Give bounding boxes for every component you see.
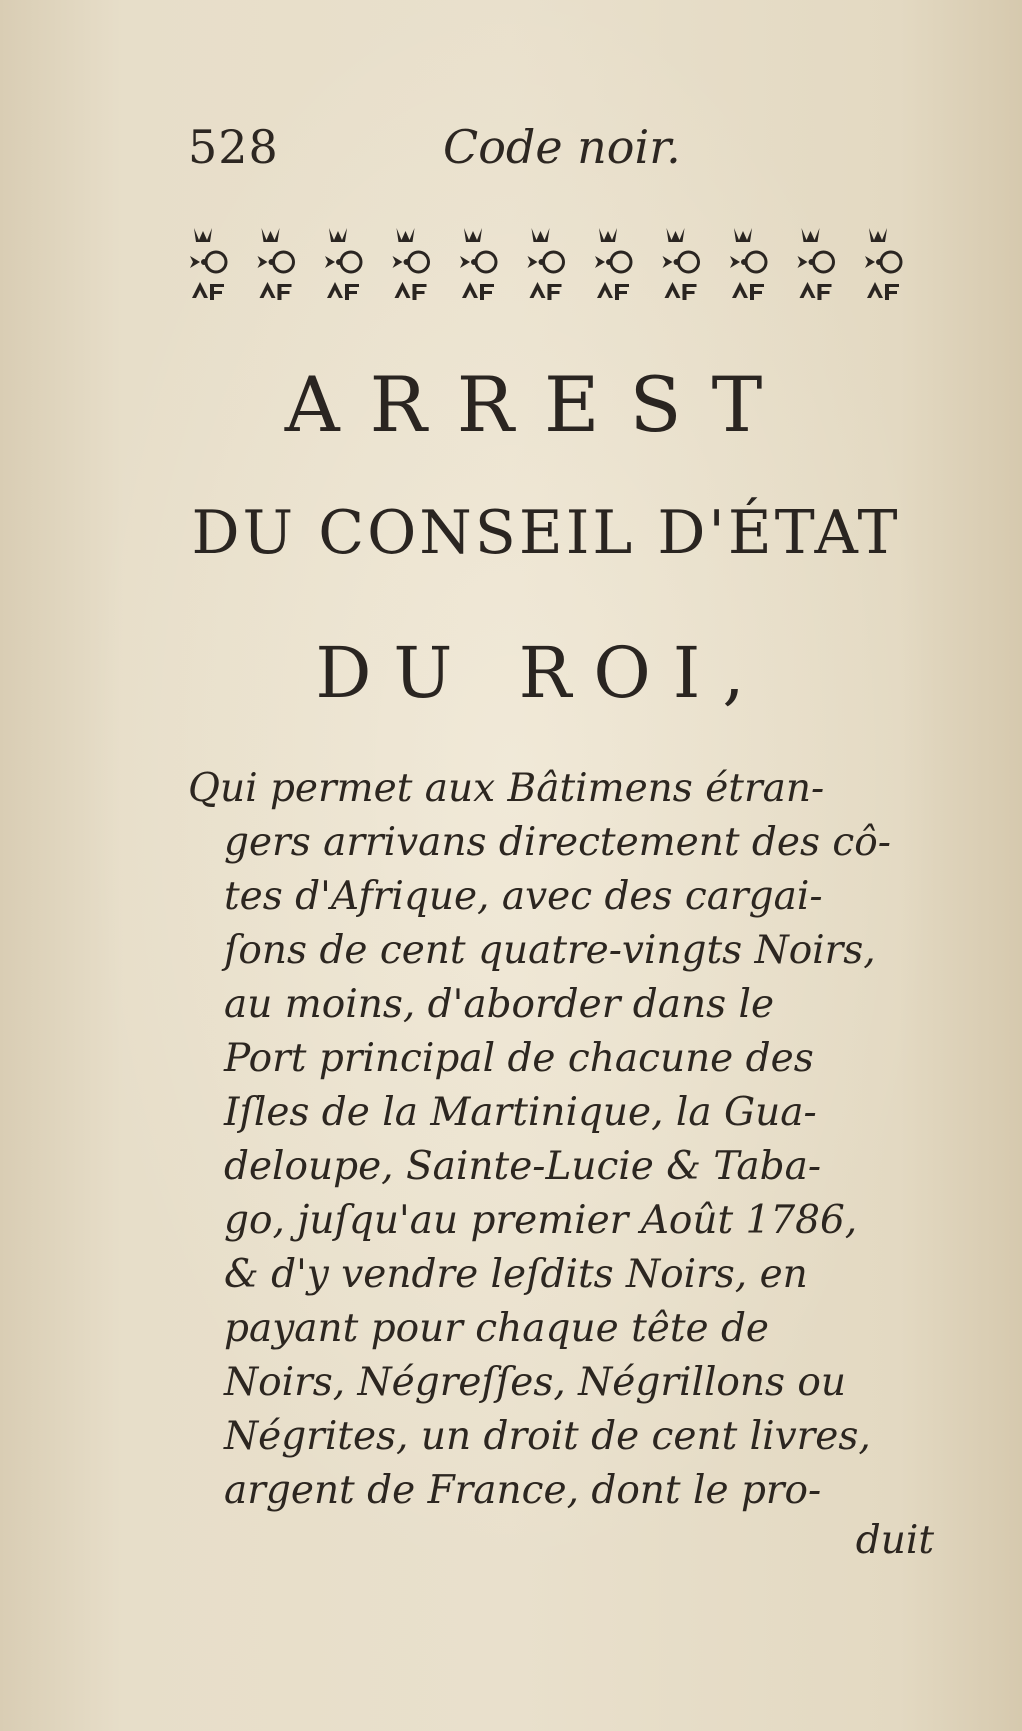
summary-line: argent de France, dont le pro- bbox=[224, 1468, 822, 1513]
summary-line: Iſles de la Martinique, la Gua- bbox=[224, 1090, 817, 1135]
title-du-roi: DU ROI, bbox=[315, 632, 767, 714]
summary-line: tes d'Afrique, avec des cargai- bbox=[224, 874, 823, 919]
summary-line: go, juſqu'au premier Août 1786, bbox=[224, 1198, 858, 1243]
summary-line: Qui permet aux Bâtimens étran- bbox=[188, 766, 825, 811]
summary-line: Négrites, un droit de cent livres, bbox=[224, 1414, 871, 1459]
fleuron-band-icon bbox=[188, 222, 933, 304]
summary-line: Port principal de chacune des bbox=[224, 1036, 814, 1081]
title-conseil-detat: DU CONSEIL D'ÉTAT bbox=[191, 498, 901, 568]
summary-line: deloupe, Sainte-Lucie & Taba- bbox=[224, 1144, 821, 1189]
title-arrest: ARREST bbox=[284, 360, 793, 449]
summary-paragraph bbox=[188, 762, 938, 1518]
page-number: 528 bbox=[188, 120, 279, 174]
running-title: Code noir. bbox=[443, 120, 681, 174]
summary-line: payant pour chaque tête de bbox=[224, 1306, 770, 1351]
summary-line: gers arrivans directement des cô- bbox=[224, 820, 891, 865]
summary-line: & d'y vendre leſdits Noirs, en bbox=[224, 1252, 808, 1297]
summary-line: ſons de cent quatre-vingts Noirs, bbox=[224, 928, 876, 973]
summary-line: Noirs, Négreſſes, Négrillons ou bbox=[224, 1360, 847, 1405]
catchword: duit bbox=[855, 1518, 934, 1563]
running-header bbox=[188, 120, 828, 190]
summary-line: au moins, d'aborder dans le bbox=[224, 982, 775, 1027]
